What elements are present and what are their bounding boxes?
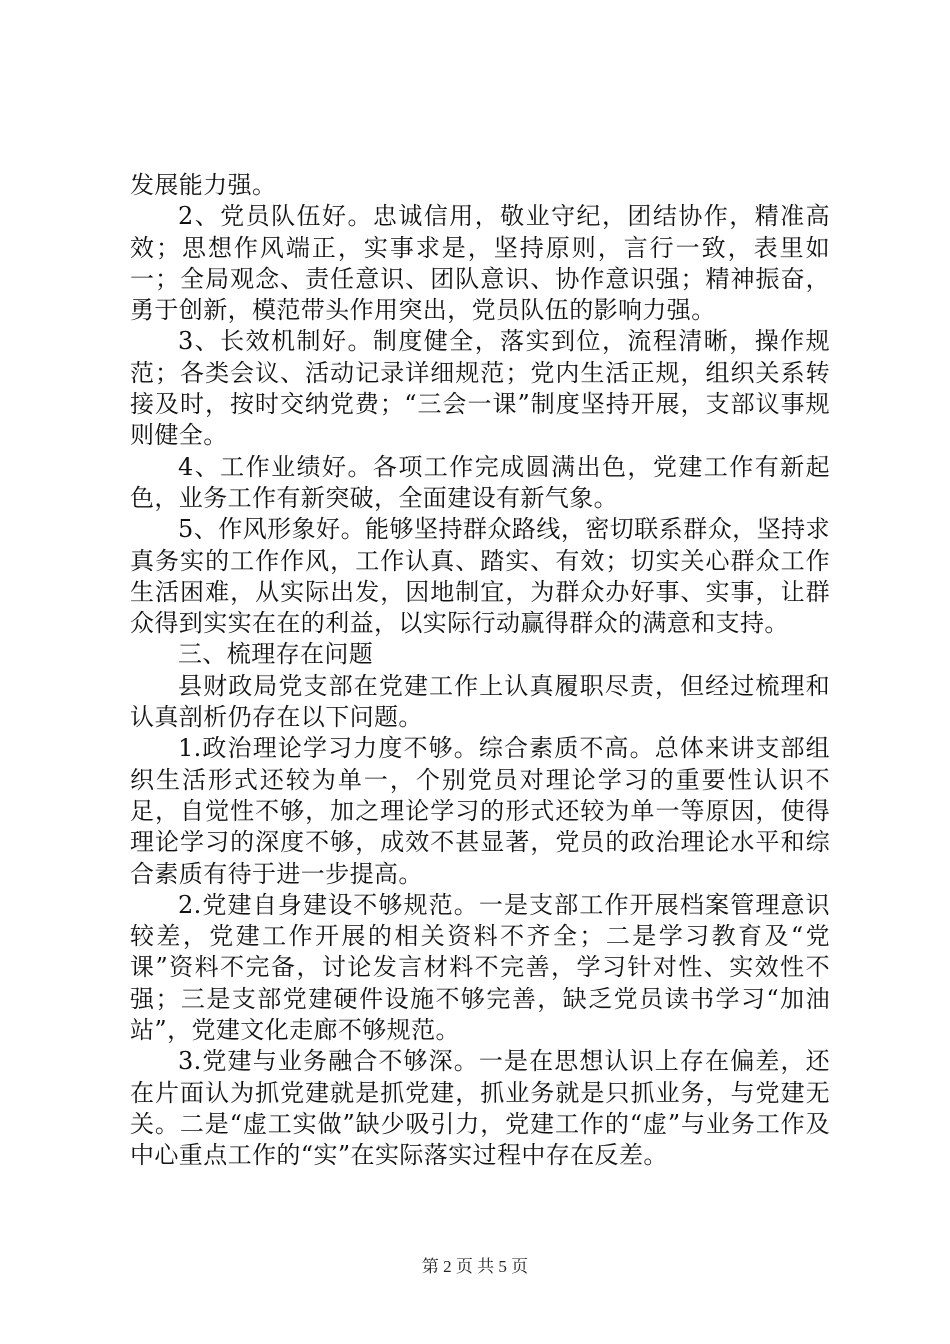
paragraph-problems-intro: 县财政局党支部在党建工作上认真履职尽责，但经过梳理和认真剖析仍存在以下问题。: [130, 671, 830, 732]
paragraph-problem-theory-study: 1.政治理论学习力度不够。综合素质不高。总体来讲支部组织生活形式还较为单一，个别党员对理论学习的重要性认识不足，自觉性不够，加之理论学习的形式还较为单一等原因，使得理论学习的深度不够，成效不甚显著，党员的政治理论水平和综合素质有待于进一步提高。: [130, 734, 830, 888]
paragraph-continuation: 发展能力强。: [130, 171, 277, 199]
paragraph-long-term-mechanism: 3、长效机制好。制度健全，落实到位，流程清晰，操作规范；各类会议、活动记录详细规范；党内生活正规，组织关系转接及时，按时交纳党费；“三会一课”制度坚持开展，支部议事规则健全。: [130, 327, 830, 450]
page-number-footer: 第 2 页 共 5 页: [421, 1257, 529, 1276]
paragraph-party-members: 2、党员队伍好。忠诚信用，敬业守纪，团结协作，精准高效；思想作风端正，实事求是，坚持原则，言行一致，表里如一；全局观念、责任意识、团队意识、协作意识强；精神振奋，勇于创新，模范带头作用突出，党员队伍的影响力强。: [130, 202, 830, 325]
paragraph-problem-integration: 3.党建与业务融合不够深。一是在思想认识上存在偏差，还在片面认为抓党建就是抓党建，抓业务就是只抓业务，与党建无关。二是“虚工实做”缺少吸引力，党建工作的“虚”与业务工作及中心重点工作的“实”在实际落实过程中存在反差。: [130, 1047, 830, 1170]
paragraph-work-performance: 4、工作业绩好。各项工作完成圆满出色，党建工作有新起色，业务工作有新突破，全面建设有新气象。: [130, 452, 830, 512]
paragraph-work-style: 5、作风形象好。能够坚持群众路线，密切联系群众，坚持求真务实的工作作风，工作认真、踏实、有效；切实关心群众工作生活困难，从实际出发，因地制宜，为群众办好事、实事，让群众得到实实在在的利益，以实际行动赢得群众的满意和支持。: [130, 515, 830, 638]
paragraph-problem-self-construction: 2.党建自身建设不够规范。一是支部工作开展档案管理意识较差，党建工作开展的相关资料不齐全；二是学习教育及“党课”资料不完备，讨论发言材料不完善，学习针对性、实效性不强；三是支部党建硬件设施不够完善，缺乏党员读书学习“加油站”，党建文化走廊不够规范。: [130, 890, 830, 1045]
document-body: [130, 170, 830, 1172]
section-heading-problems: 三、梳理存在问题: [178, 640, 374, 669]
